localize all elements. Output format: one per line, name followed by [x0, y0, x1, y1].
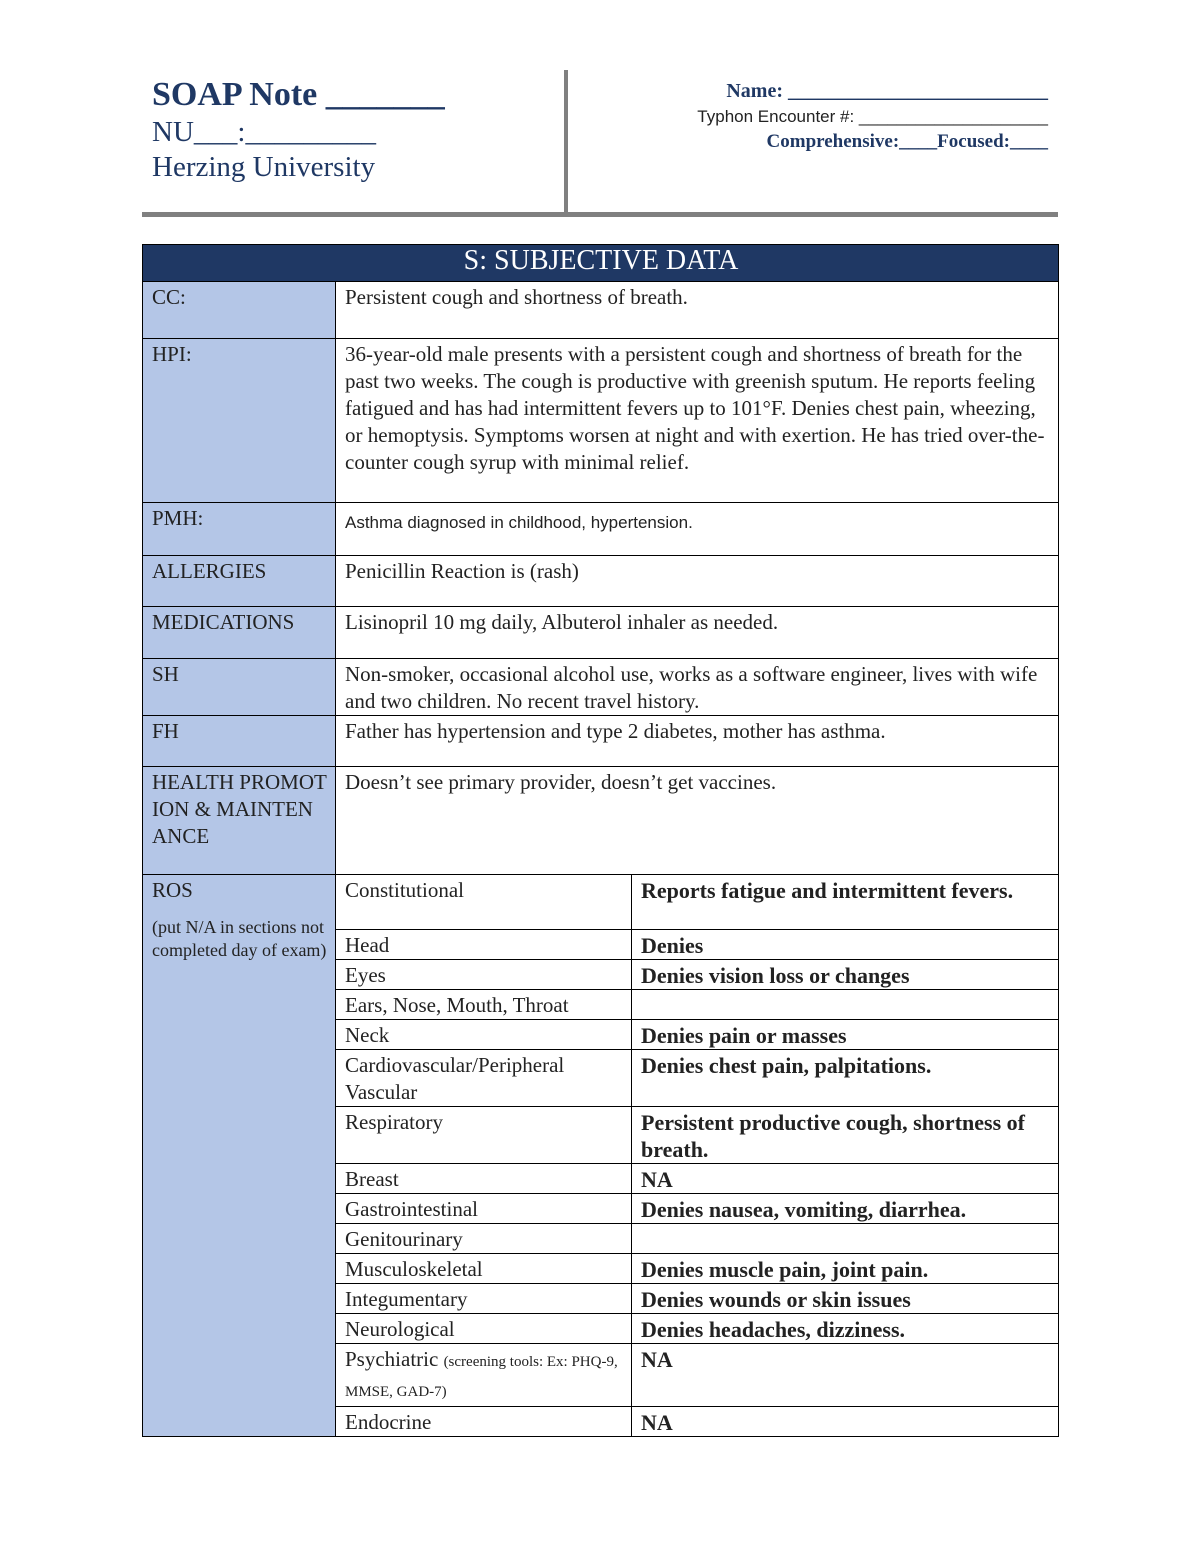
ros-finding: Denies muscle pain, joint pain. — [632, 1254, 1059, 1284]
header-left — [152, 78, 445, 182]
name-field: Name: __________________________ — [726, 80, 1048, 102]
sh-label: SH — [143, 659, 336, 716]
course-number: NU___:_________ — [152, 116, 376, 148]
ros-system-note: (screening tools: Ex: PHQ-9, MMSE, GAD-7) — [345, 1354, 618, 1400]
ros-system: Cardiovascular/Peripheral Vascular — [336, 1050, 632, 1107]
ros-finding: Persistent productive cough, shortness of breath. — [632, 1107, 1059, 1164]
health-promotion-value: Doesn’t see primary provider, doesn’t get vaccines. — [336, 767, 1059, 875]
section-title: S: SUBJECTIVE DATA — [143, 245, 1059, 282]
hpi-row — [143, 339, 1059, 503]
typhon-encounter-field: Typhon Encounter #: ____________________ — [697, 107, 1048, 126]
ros-system-cell — [336, 1344, 632, 1407]
allergies-label: ALLERGIES — [143, 556, 336, 607]
health-promotion-label: HEALTH PROMOTION & MAINTENANCE — [143, 767, 336, 875]
ros-system: Psychiatric — [345, 1347, 439, 1371]
ros-row — [143, 875, 1059, 930]
ros-system: Endocrine — [336, 1407, 632, 1437]
ros-finding: Denies — [632, 930, 1059, 960]
hpi-label: HPI: — [143, 339, 336, 503]
ros-system: Breast — [336, 1164, 632, 1194]
sh-row — [143, 659, 1059, 716]
ros-finding: Denies headaches, dizziness. — [632, 1314, 1059, 1344]
cc-label: CC: — [143, 282, 336, 339]
document-title: SOAP Note _______ — [152, 76, 445, 113]
cc-value: Persistent cough and shortness of breath. — [336, 282, 1059, 339]
fh-value: Father has hypertension and type 2 diabetes, mother has asthma. — [336, 716, 1059, 767]
section-banner-row — [143, 245, 1059, 282]
ros-finding: NA — [632, 1164, 1059, 1194]
allergies-value: Penicillin Reaction is (rash) — [336, 556, 1059, 607]
exam-type-field: Comprehensive:____Focused:____ — [766, 131, 1048, 152]
subjective-data-table — [142, 244, 1059, 1437]
ros-system: Ears, Nose, Mouth, Throat — [336, 990, 632, 1020]
ros-system: Head — [336, 930, 632, 960]
fh-row — [143, 716, 1059, 767]
medications-label: MEDICATIONS — [143, 607, 336, 659]
ros-finding: Denies nausea, vomiting, diarrhea. — [632, 1194, 1059, 1224]
ros-system: Eyes — [336, 960, 632, 990]
pmh-label: PMH: — [143, 503, 336, 556]
pmh-value: Asthma diagnosed in childhood, hypertension. — [336, 503, 1059, 556]
medications-value: Lisinopril 10 mg daily, Albuterol inhaler as needed. — [336, 607, 1059, 659]
medications-row — [143, 607, 1059, 659]
ros-finding — [632, 1224, 1059, 1254]
ros-system: Integumentary — [336, 1284, 632, 1314]
ros-finding — [632, 990, 1059, 1020]
fh-label: FH — [143, 716, 336, 767]
ros-finding: Denies pain or masses — [632, 1020, 1059, 1050]
cc-row — [143, 282, 1059, 339]
header-right — [628, 80, 1048, 153]
ros-system: Neurological — [336, 1314, 632, 1344]
ros-system: Constitutional — [336, 875, 632, 930]
header-vertical-divider — [564, 70, 568, 214]
header-horizontal-divider — [142, 212, 1058, 217]
ros-finding: Denies chest pain, palpitations. — [632, 1050, 1059, 1107]
ros-system: Gastrointestinal — [336, 1194, 632, 1224]
ros-system: Genitourinary — [336, 1224, 632, 1254]
ros-system: Musculoskeletal — [336, 1254, 632, 1284]
ros-system: Respiratory — [336, 1107, 632, 1164]
document-header — [142, 70, 1058, 218]
ros-system: Neck — [336, 1020, 632, 1050]
health-promotion-row — [143, 767, 1059, 875]
sh-value: Non-smoker, occasional alcohol use, works as a software engineer, lives with wife and two children. No recent travel history. — [336, 659, 1059, 716]
ros-finding: NA — [632, 1344, 1059, 1407]
ros-finding: NA — [632, 1407, 1059, 1437]
ros-finding: Denies vision loss or changes — [632, 960, 1059, 990]
hpi-value: 36-year-old male presents with a persistent cough and shortness of breath for the past two weeks. The cough is productive with greenish sputum. He reports feeling fatigued and has had intermittent fevers up to 101°F. Denies chest pain, wheezing, or hemoptysis. Symptoms worsen at night and with exertion. He has tried over-the-counter cough syrup with minimal relief. — [336, 339, 1059, 503]
university-name: Herzing University — [152, 151, 376, 183]
ros-instructions: (put N/A in sections not completed day of exam) — [152, 917, 327, 960]
pmh-row — [143, 503, 1059, 556]
ros-label-cell — [143, 875, 336, 1437]
allergies-row — [143, 556, 1059, 607]
ros-finding: Reports fatigue and intermittent fevers. — [632, 875, 1059, 930]
ros-label: ROS — [152, 878, 193, 902]
ros-finding: Denies wounds or skin issues — [632, 1284, 1059, 1314]
